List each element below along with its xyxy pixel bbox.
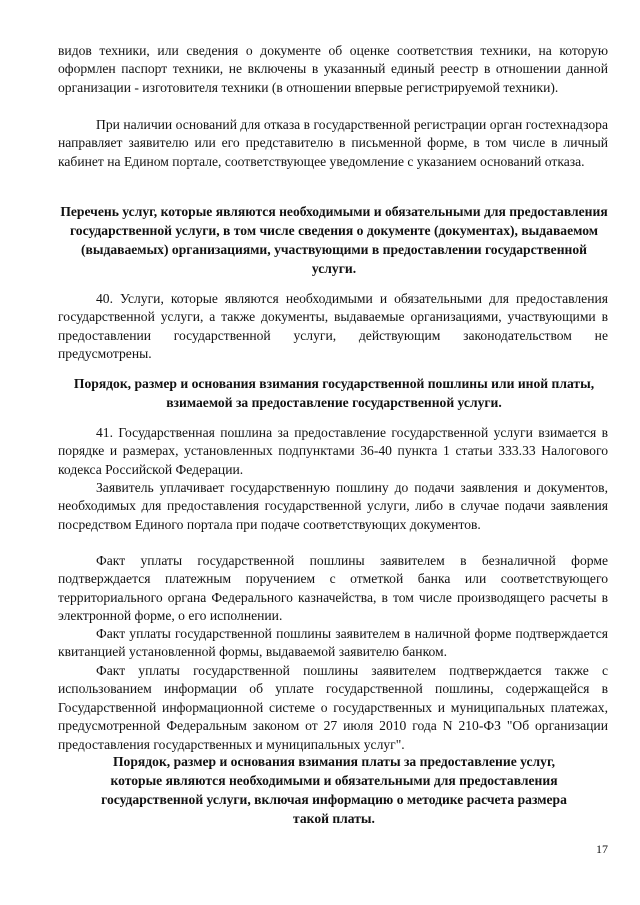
page-number: 17 (596, 842, 608, 856)
paragraph-41: 41. Государственная пошлина за предоставление государственной услуги взимается в порядке и размерах, установленных подпунктами 36-40 пункта 1 статьи 333.33 Налогового кодекса Российской Федерации. (58, 425, 608, 477)
heading-state-fee: Порядок, размер и основания взимания государственной пошлины или иной платы, взимаемой за предоставление государственной услуги. (73, 376, 595, 410)
paragraph-40: 40. Услуги, которые являются необходимыми и обязательными для предоставления государственной услуги, а также документы, выдаваемые организациями, участвующими в предоставлении государственной услуги, действующим законодательством не предусмотрены. (58, 291, 608, 362)
paragraph-registry-continuation: видов техники, или сведения о документе об оценке соответствия техники, на которую оформлен паспорт техники, не включены в указанный единый реестр в отношении данной организации - изготовителя техники (в отношении впервые регистрируемой техники). (58, 43, 608, 95)
heading-necessary-services: Перечень услуг, которые являются необходимыми и обязательными для предоставления государственной услуги, в том числе сведения о документе (документах), выдаваемом (выдаваемых) организациями, участвующими в предоставлении государственной услуги. (60, 204, 608, 276)
paragraph-gis-payment: Факт уплаты государственной пошлины заявителем подтверждается также с использованием информации об уплате государственной пошлины, содержащейся в Государственной информационной системе о государственных и муниципальных платежах, предусмотренной Федеральным законом от 27 июля 2010 года N 210-ФЗ "Об организации предоставления государственных и муниципальных услуг". (58, 663, 608, 752)
paragraph-cashless-payment: Факт уплаты государственной пошлины заявителем в безналичной форме подтверждается платежным поручением с отметкой банка или соответствующего территориального органа Федерального казначейства, в том числе производящего расчеты в электронной форме, о его исполнении. (58, 553, 608, 624)
paragraph-applicant-pays: Заявитель уплачивает государственную пошлину до подачи заявления и документов, необходимых для предоставления государственной услуги, либо в случае подачи заявления посредством Единого портала при подаче соответствующих документов. (58, 480, 608, 532)
paragraph-cash-payment: Факт уплаты государственной пошлины заявителем в наличной форме подтверждается квитанцией установленной формы, выдаваемой заявителю банком. (58, 626, 608, 660)
paragraph-refusal-notice: При наличии оснований для отказа в государственной регистрации орган гостехнадзора направляет заявителю или его представителю в письменной форме, в том числе в личный кабинет на Едином портале, соответствующее уведомление с указанием оснований отказа. (58, 117, 608, 169)
heading-payment-for-services: Порядок, размер и основания взимания платы за предоставление услуг, которые являются необходимыми и обязательными для предоставления государственной услуги, включая информацию о методике расчета размера такой платы. (101, 754, 567, 826)
